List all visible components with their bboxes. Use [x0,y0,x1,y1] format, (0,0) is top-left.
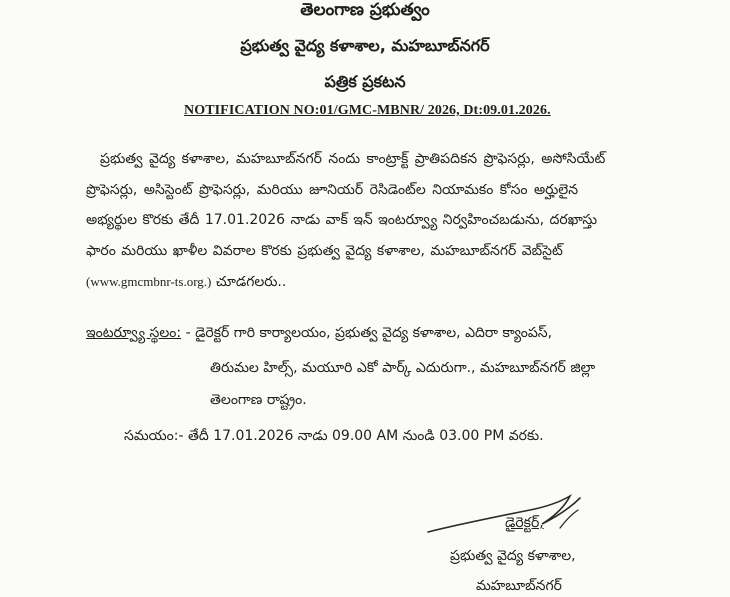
body-line-4: ఫారం మరియు ఖాళీల వివరాల కొరకు ప్రభుత్వ వైద్య కళాశాల, మహబూబ్‌నగర్ వెబ్‌సైట్ [86,243,563,259]
body-line-5-text: చూడగలరు.. [211,274,287,290]
state-government-heading: తెలంగాణ ప్రభుత్వం [300,0,430,20]
notification-number: NOTIFICATION NO:01/GMC-MBNR/ 2026, Dt:09.01.2026. [184,103,551,118]
institution-heading: ప్రభుత్వ వైద్య కళాశాల, మహబూబ్‌నగర్ [240,36,490,55]
venue-line-2: తిరుమల హిల్స్, మయూరి ఎకో పార్క్ ఎదురుగా., మహబూబ్‌నగర్ జిల్లా [210,360,596,376]
time-label: సమయం:- [124,428,184,444]
interview-venue [86,325,552,344]
director-title: డైరెక్టర్, [505,515,544,531]
body-line-3: అభ్యర్థుల కొరకు తేదీ 17.01.2026 నాడు వాక్ ఇన్ ఇంటర్వ్యూ నిర్వహించబడును, దరఖాస్తు [86,212,598,228]
body-line-1: ప్రభుత్వ వైద్య కళాశాల, మహబూబ్‌నగర్ నందు కాంట్రాక్ట్ ప్రాతిపదికన ప్రొఫెసర్లు, అసోసియేట్ [100,151,606,167]
time-value: తేదీ 17.01.2026 నాడు 09.00 AM నుండి 03.00 PM వరకు. [183,428,544,444]
venue-label: ఇంటర్వ్యూ స్థలం: [86,325,182,341]
body-line-2: ప్రొఫెసర్లు, అసిస్టెంట్ ప్రొఫెసర్లు, మరియు జూనియర్ రెసిడెంట్‌ల నియామకం కోసం అర్హులైన [86,182,579,198]
interview-time [124,428,544,447]
website-link[interactable]: (www.gmcmbnr-ts.org.) [86,274,212,289]
venue-line-1: - డైరెక్టర్ గారి కార్యాలయం, ప్రభుత్వ వైద్య కళాశాల, ఎదిరా క్యాంపస్, [181,325,553,341]
body-line-5 [86,274,286,293]
venue-line-3: తెలంగాణ రాష్ట్రం. [210,392,307,408]
city-name: మహబూబ్‌నగర్ [476,578,562,594]
college-name: ప్రభుత్వ వైద్య కళాశాల, [450,548,576,564]
press-release-heading: పత్రిక ప్రకటన [324,72,406,91]
